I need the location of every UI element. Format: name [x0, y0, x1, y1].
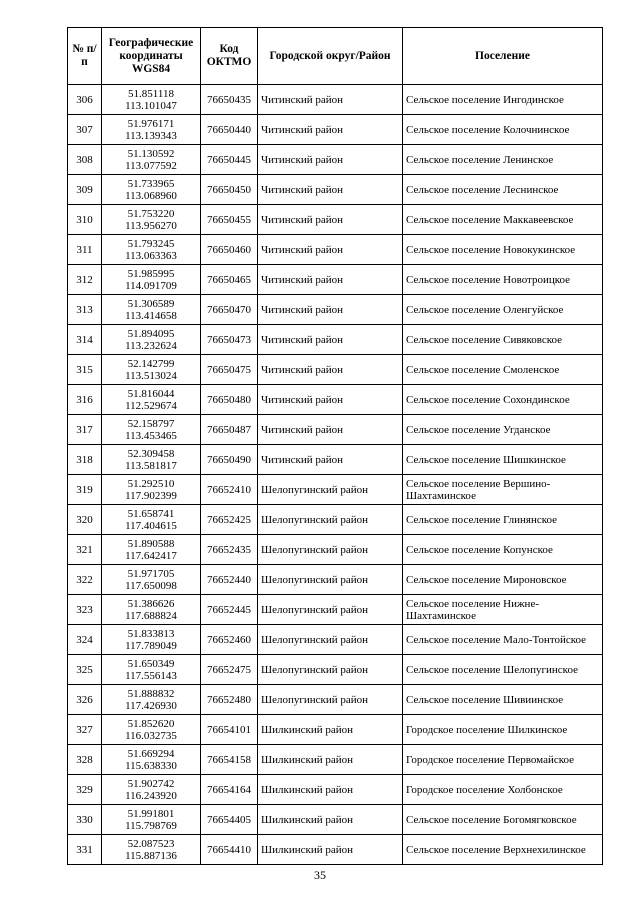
- header-oktmo-code: Код ОКТМО: [201, 28, 258, 85]
- settlement-name: Сельское поселение Копунское: [403, 535, 603, 565]
- district-name: Шелопугинский район: [258, 595, 403, 625]
- table-row: [68, 535, 603, 565]
- oktmo-code: 76650470: [201, 295, 258, 325]
- longitude: 113.139343: [125, 129, 177, 142]
- coordinates-cell: [102, 145, 201, 175]
- district-name: Читинский район: [258, 355, 403, 385]
- district-name: Читинский район: [258, 385, 403, 415]
- latitude: 51.306589: [127, 297, 175, 310]
- header-num: № п/п: [68, 28, 102, 85]
- district-name: Читинский район: [258, 325, 403, 355]
- latitude: 51.991801: [127, 807, 175, 820]
- latitude: 51.753220: [127, 207, 175, 220]
- oktmo-code: 76650435: [201, 85, 258, 115]
- table-row: [68, 835, 603, 865]
- settlement-name: Сельское поселение Шивиинское: [403, 685, 603, 715]
- longitude: 117.404615: [125, 519, 177, 532]
- header-coordinates: Географические координаты WGS84: [102, 28, 201, 85]
- settlement-name: Сельское поселение Оленгуйское: [403, 295, 603, 325]
- coordinates-cell: [102, 505, 201, 535]
- latitude: 52.309458: [127, 447, 175, 460]
- table-row: [68, 445, 603, 475]
- settlement-name: Сельское поселение Ингодинское: [403, 85, 603, 115]
- latitude: 51.650349: [127, 657, 175, 670]
- oktmo-code: 76650487: [201, 415, 258, 445]
- row-number: 313: [68, 295, 102, 325]
- table-row: [68, 715, 603, 745]
- coordinates-cell: [102, 265, 201, 295]
- coordinates-cell: [102, 175, 201, 205]
- latitude: 51.816044: [127, 387, 175, 400]
- latitude: 51.851118: [128, 87, 174, 100]
- oktmo-code: 76654405: [201, 805, 258, 835]
- settlement-name: Сельское поселение Шишкинское: [403, 445, 603, 475]
- settlement-name: Сельское поселение Маккавеевское: [403, 205, 603, 235]
- header-settlement: Поселение: [403, 28, 603, 85]
- row-number: 319: [68, 475, 102, 505]
- oktmo-code: 76652475: [201, 655, 258, 685]
- oktmo-code: 76652410: [201, 475, 258, 505]
- table-row: [68, 805, 603, 835]
- row-number: 326: [68, 685, 102, 715]
- latitude: 51.902742: [127, 777, 175, 790]
- longitude: 113.077592: [125, 159, 177, 172]
- longitude: 113.453465: [125, 429, 177, 442]
- coordinates-cell: [102, 595, 201, 625]
- coordinates-cell: [102, 565, 201, 595]
- coordinates-cell: [102, 115, 201, 145]
- longitude: 117.642417: [125, 549, 177, 562]
- table-row: [68, 505, 603, 535]
- table-row: [68, 685, 603, 715]
- table-row: [68, 625, 603, 655]
- table-row: [68, 145, 603, 175]
- oktmo-code: 76652445: [201, 595, 258, 625]
- row-number: 317: [68, 415, 102, 445]
- coordinates-cell: [102, 205, 201, 235]
- settlement-name: Сельское поселение Ленинское: [403, 145, 603, 175]
- longitude: 115.887136: [125, 849, 177, 862]
- district-name: Читинский район: [258, 235, 403, 265]
- longitude: 115.638330: [125, 759, 177, 772]
- coordinates-cell: [102, 445, 201, 475]
- longitude: 116.243920: [125, 789, 177, 802]
- table-row: [68, 205, 603, 235]
- coordinates-cell: [102, 385, 201, 415]
- table-row: [68, 235, 603, 265]
- latitude: 51.890588: [127, 537, 175, 550]
- latitude: 52.158797: [127, 417, 175, 430]
- oktmo-code: 76650465: [201, 265, 258, 295]
- settlement-name: Сельское поселение Нижне-Шахтаминское: [403, 595, 603, 625]
- page-number: 35: [314, 868, 326, 882]
- latitude: 51.852620: [127, 717, 175, 730]
- latitude: 51.971705: [127, 567, 175, 580]
- coordinates-cell: [102, 655, 201, 685]
- latitude: 51.976171: [127, 117, 175, 130]
- settlement-name: Сельское поселение Богомягковское: [403, 805, 603, 835]
- row-number: 329: [68, 775, 102, 805]
- oktmo-code: 76650450: [201, 175, 258, 205]
- longitude: 113.513024: [125, 369, 177, 382]
- latitude: 51.733965: [127, 177, 175, 190]
- settlement-name: Сельское поселение Сохондинское: [403, 385, 603, 415]
- settlement-name: Сельское поселение Глинянское: [403, 505, 603, 535]
- settlement-name: Сельское поселение Смоленское: [403, 355, 603, 385]
- table-row: [68, 775, 603, 805]
- longitude: 113.063363: [125, 249, 177, 262]
- row-number: 311: [68, 235, 102, 265]
- oktmo-code: 76650460: [201, 235, 258, 265]
- table-row: [68, 565, 603, 595]
- row-number: 323: [68, 595, 102, 625]
- settlement-name: Сельское поселение Мироновское: [403, 565, 603, 595]
- longitude: 117.556143: [125, 669, 177, 682]
- settlement-name: Сельское поселение Мало-Тонтойское: [403, 625, 603, 655]
- longitude: 117.426930: [125, 699, 177, 712]
- settlement-name: Сельское поселение Колочнинское: [403, 115, 603, 145]
- coordinates-cell: [102, 325, 201, 355]
- row-number: 327: [68, 715, 102, 745]
- latitude: 51.386626: [127, 597, 175, 610]
- longitude: 113.956270: [125, 219, 177, 232]
- settlement-name: Городское поселение Холбонское: [403, 775, 603, 805]
- table-row: [68, 115, 603, 145]
- longitude: 115.798769: [125, 819, 177, 832]
- latitude: 51.894095: [127, 327, 175, 340]
- oktmo-code: 76650440: [201, 115, 258, 145]
- district-name: Читинский район: [258, 115, 403, 145]
- district-name: Шилкинский район: [258, 715, 403, 745]
- longitude: 113.101047: [125, 99, 177, 112]
- latitude: 51.793245: [127, 237, 175, 250]
- latitude: 51.658741: [127, 507, 175, 520]
- settlement-name: Сельское поселение Леснинское: [403, 175, 603, 205]
- settlement-name: Городское поселение Первомайское: [403, 745, 603, 775]
- district-name: Читинский район: [258, 265, 403, 295]
- coordinates-cell: [102, 775, 201, 805]
- oktmo-code: 76654164: [201, 775, 258, 805]
- oktmo-code: 76650445: [201, 145, 258, 175]
- longitude: 117.902399: [125, 489, 177, 502]
- district-name: Шелопугинский район: [258, 505, 403, 535]
- latitude: 51.985995: [127, 267, 175, 280]
- row-number: 310: [68, 205, 102, 235]
- latitude: 51.669294: [127, 747, 175, 760]
- table-row: [68, 295, 603, 325]
- oktmo-code: 76652460: [201, 625, 258, 655]
- table-row: [68, 415, 603, 445]
- settlement-name: Сельское поселение Новотроицкое: [403, 265, 603, 295]
- latitude: 51.130592: [127, 147, 175, 160]
- coordinates-cell: [102, 715, 201, 745]
- row-number: 312: [68, 265, 102, 295]
- longitude: 113.581817: [125, 459, 177, 472]
- oktmo-code: 76652480: [201, 685, 258, 715]
- settlement-name: Сельское поселение Шелопугинское: [403, 655, 603, 685]
- longitude: 112.529674: [125, 399, 177, 412]
- district-name: Шелопугинский район: [258, 655, 403, 685]
- oktmo-code: 76650480: [201, 385, 258, 415]
- longitude: 114.091709: [125, 279, 177, 292]
- coordinates-cell: [102, 535, 201, 565]
- row-number: 321: [68, 535, 102, 565]
- longitude: 117.789049: [125, 639, 177, 652]
- district-name: Шелопугинский район: [258, 625, 403, 655]
- oktmo-code: 76654410: [201, 835, 258, 865]
- row-number: 307: [68, 115, 102, 145]
- row-number: 308: [68, 145, 102, 175]
- oktmo-code: 76652440: [201, 565, 258, 595]
- coordinates-cell: [102, 235, 201, 265]
- table-row: [68, 655, 603, 685]
- oktmo-code: 76650475: [201, 355, 258, 385]
- coordinates-cell: [102, 295, 201, 325]
- row-number: 314: [68, 325, 102, 355]
- district-name: Читинский район: [258, 295, 403, 325]
- coordinates-cell: [102, 805, 201, 835]
- row-number: 306: [68, 85, 102, 115]
- row-number: 322: [68, 565, 102, 595]
- row-number: 318: [68, 445, 102, 475]
- row-number: 309: [68, 175, 102, 205]
- table-row: [68, 265, 603, 295]
- longitude: 113.232624: [125, 339, 177, 352]
- settlement-name: Городское поселение Шилкинское: [403, 715, 603, 745]
- table-row: [68, 175, 603, 205]
- table-row: [68, 745, 603, 775]
- row-number: 330: [68, 805, 102, 835]
- table-row: [68, 595, 603, 625]
- row-number: 315: [68, 355, 102, 385]
- district-name: Шелопугинский район: [258, 685, 403, 715]
- settlement-name: Сельское поселение Новокукинское: [403, 235, 603, 265]
- longitude: 113.068960: [125, 189, 177, 202]
- settlement-name: Сельское поселение Угданское: [403, 415, 603, 445]
- district-name: Шилкинский район: [258, 835, 403, 865]
- district-name: Шелопугинский район: [258, 475, 403, 505]
- district-name: Читинский район: [258, 415, 403, 445]
- latitude: 51.292510: [127, 477, 175, 490]
- district-name: Шилкинский район: [258, 805, 403, 835]
- district-name: Читинский район: [258, 85, 403, 115]
- table-row: [68, 385, 603, 415]
- coordinates-cell: [102, 355, 201, 385]
- district-name: Шилкинский район: [258, 745, 403, 775]
- district-name: Шилкинский район: [258, 775, 403, 805]
- settlements-table: [67, 27, 603, 865]
- row-number: 324: [68, 625, 102, 655]
- oktmo-code: 76650490: [201, 445, 258, 475]
- header-district: Городской округ/Район: [258, 28, 403, 85]
- oktmo-code: 76650473: [201, 325, 258, 355]
- oktmo-code: 76654101: [201, 715, 258, 745]
- coordinates-cell: [102, 685, 201, 715]
- row-number: 316: [68, 385, 102, 415]
- coordinates-cell: [102, 415, 201, 445]
- settlement-name: Сельское поселение Верхнехилинское: [403, 835, 603, 865]
- table-row: [68, 355, 603, 385]
- district-name: Читинский район: [258, 205, 403, 235]
- latitude: 51.833813: [127, 627, 175, 640]
- district-name: Читинский район: [258, 445, 403, 475]
- settlement-name: Сельское поселение Сивяковское: [403, 325, 603, 355]
- oktmo-code: 76654158: [201, 745, 258, 775]
- table-row: [68, 325, 603, 355]
- oktmo-code: 76652435: [201, 535, 258, 565]
- longitude: 117.650098: [125, 579, 177, 592]
- table-row: [68, 475, 603, 505]
- latitude: 52.142799: [127, 357, 175, 370]
- row-number: 331: [68, 835, 102, 865]
- longitude: 113.414658: [125, 309, 177, 322]
- coordinates-cell: [102, 475, 201, 505]
- district-name: Читинский район: [258, 145, 403, 175]
- coordinates-cell: [102, 625, 201, 655]
- oktmo-code: 76652425: [201, 505, 258, 535]
- table-body: [68, 85, 603, 865]
- coordinates-cell: [102, 745, 201, 775]
- longitude: 116.032735: [125, 729, 177, 742]
- settlement-name: Сельское поселение Вершино-Шахтаминское: [403, 475, 603, 505]
- table-header-row: [68, 28, 603, 85]
- latitude: 52.087523: [127, 837, 175, 850]
- longitude: 117.688824: [125, 609, 177, 622]
- district-name: Шелопугинский район: [258, 535, 403, 565]
- district-name: Шелопугинский район: [258, 565, 403, 595]
- row-number: 325: [68, 655, 102, 685]
- coordinates-cell: [102, 835, 201, 865]
- table-row: [68, 85, 603, 115]
- district-name: Читинский район: [258, 175, 403, 205]
- coordinates-cell: [102, 85, 201, 115]
- row-number: 320: [68, 505, 102, 535]
- row-number: 328: [68, 745, 102, 775]
- oktmo-code: 76650455: [201, 205, 258, 235]
- latitude: 51.888832: [127, 687, 175, 700]
